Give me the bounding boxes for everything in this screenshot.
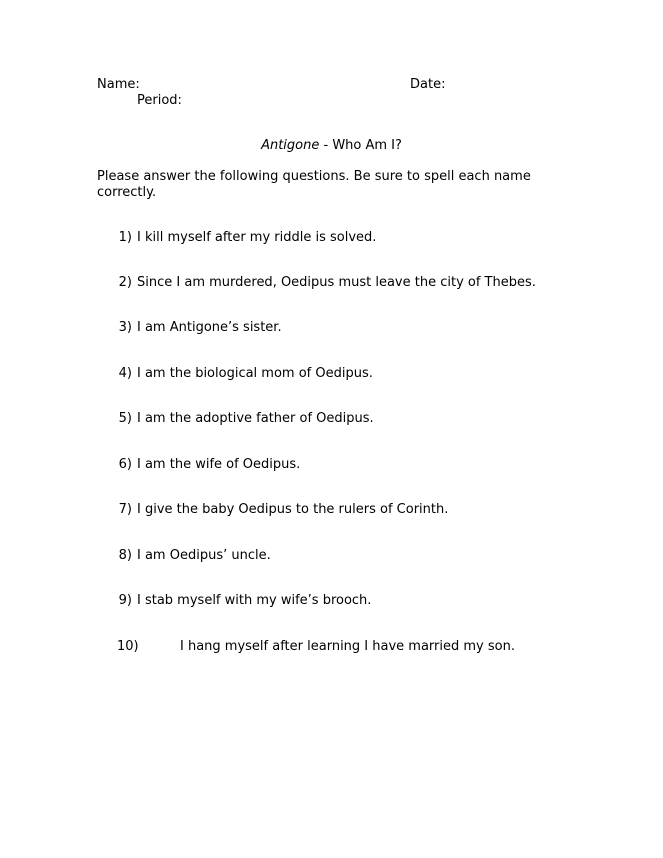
question-number: 5) <box>118 411 132 426</box>
question-number: 1) <box>118 230 132 245</box>
question-item <box>0 593 663 609</box>
question-item <box>0 366 663 382</box>
instructions: Please answer the following questions. Be sure to spell each name correctly. <box>97 169 531 200</box>
question-text: I am Antigone’s sister. <box>137 320 282 335</box>
question-text: I hang myself after learning I have married my son. <box>180 639 515 654</box>
question-item <box>0 457 663 473</box>
question-text: I am the biological mom of Oedipus. <box>137 366 373 381</box>
question-text: I give the baby Oedipus to the rulers of Corinth. <box>137 502 449 517</box>
question-item <box>0 548 663 564</box>
question-number: 3) <box>118 320 132 335</box>
question-number: 10) <box>117 639 139 654</box>
question-number: 2) <box>118 275 132 290</box>
question-text: I am the wife of Oedipus. <box>137 457 301 472</box>
question-number: 8) <box>118 548 132 563</box>
question-text: I am Oedipus’ uncle. <box>137 548 271 563</box>
question-text: Since I am murdered, Oedipus must leave the city of Thebes. <box>137 275 536 290</box>
question-item <box>0 275 663 291</box>
question-text: I kill myself after my riddle is solved. <box>137 230 377 245</box>
question-number: 9) <box>118 593 132 608</box>
question-number: 6) <box>118 457 132 472</box>
title-italic: Antigone <box>261 138 320 153</box>
question-item <box>0 230 663 246</box>
date-label: Date: <box>410 77 446 92</box>
question-number: 4) <box>118 366 132 381</box>
page-title <box>0 138 663 154</box>
question-item <box>0 502 663 518</box>
title-rest: - Who Am I? <box>319 138 402 153</box>
question-item <box>0 639 663 655</box>
period-label: Period: <box>137 93 182 108</box>
question-item <box>0 411 663 427</box>
question-text: I am the adoptive father of Oedipus. <box>137 411 374 426</box>
question-item <box>0 320 663 336</box>
question-text: I stab myself with my wife’s brooch. <box>137 593 372 608</box>
question-number: 7) <box>118 502 132 517</box>
name-label: Name: <box>97 77 140 92</box>
